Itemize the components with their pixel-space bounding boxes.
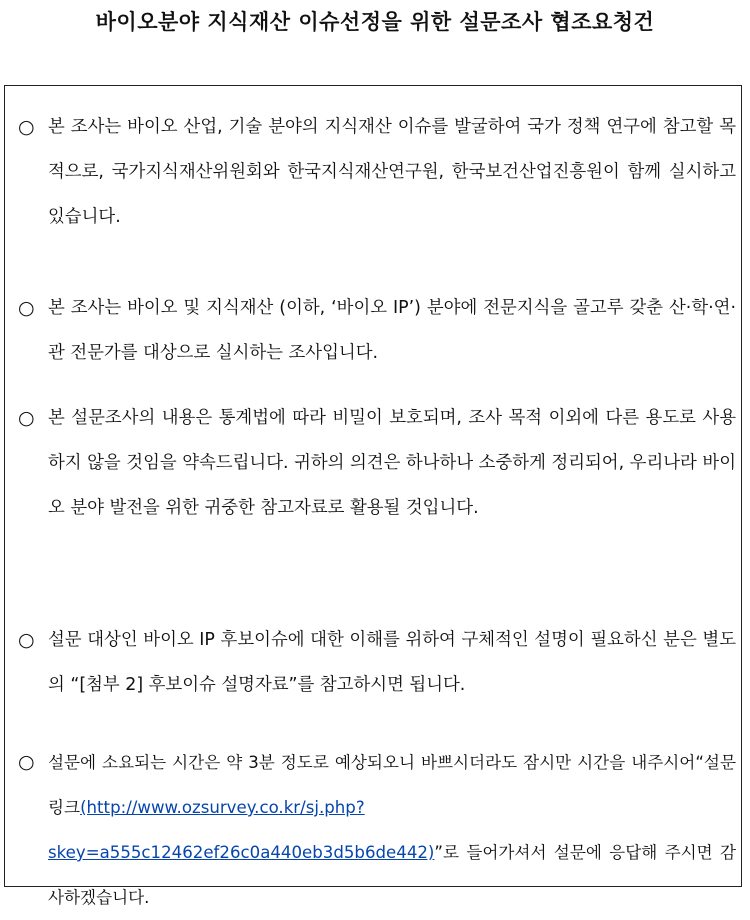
notice-box — [4, 85, 742, 907]
paragraph-text: 본 조사는 바이오 및 지식재산 (이하, ‘바이오 IP’) 분야에 전문지식을 골고루 갖춘 산·학·연·관 전문가를 대상으로 실시하는 조사입니다. — [48, 298, 736, 363]
circle-bullet-icon: ○ — [18, 116, 35, 138]
paragraph-text — [48, 740, 736, 920]
circle-bullet-icon: ○ — [18, 297, 35, 319]
circle-bullet-icon: ○ — [18, 751, 35, 773]
page-title: 바이오분야 지식재산 이슈선정을 위한 설문조사 협조요청건 — [95, 10, 655, 34]
survey-link[interactable]: (http://www.ozsurvey.co.kr/sj.php?skey=a555c12462ef26c0a440eb3d5b6de442) — [48, 798, 435, 862]
survey-intro-text: 설문에 소요되는 시간은 약 3분 정도로 예상되오니 바쁘시더라도 잠시만 시간을 내주시어“설문링크 — [48, 753, 736, 817]
survey-closing-text: ”로 들어가셔서 설문에 응답해 주시면 감사하겠습니다. — [48, 843, 736, 907]
paragraph-text: 본 조사는 바이오 산업, 기술 분야의 지식재산 이슈를 발굴하여 국가 정책 연구에 참고할 목적으로, 국가지식재산위원회와 한국지식재산연구원, 한국보건산업진흥원이 함께 실시하고 있습니다. — [48, 117, 736, 227]
circle-bullet-icon: ○ — [18, 629, 35, 651]
paragraph-text: 설문 대상인 바이오 IP 후보이슈에 대한 이해를 위하여 구체적인 설명이 필요하신 분은 별도의 “[첨부 2] 후보이슈 설명자료”를 참고하시면 됩니다. — [48, 630, 736, 695]
paragraph-text: 본 설문조사의 내용은 통계법에 따라 비밀이 보호되며, 조사 목적 이외에 다른 용도로 사용하지 않을 것임을 약속드립니다. 귀하의 의견은 하나하나 소중하게 정리되어, 우리나라 바이오 분야 발전을 위한 귀중한 참고자료로 활용될 것입니다. — [48, 408, 736, 518]
circle-bullet-icon: ○ — [18, 407, 35, 429]
